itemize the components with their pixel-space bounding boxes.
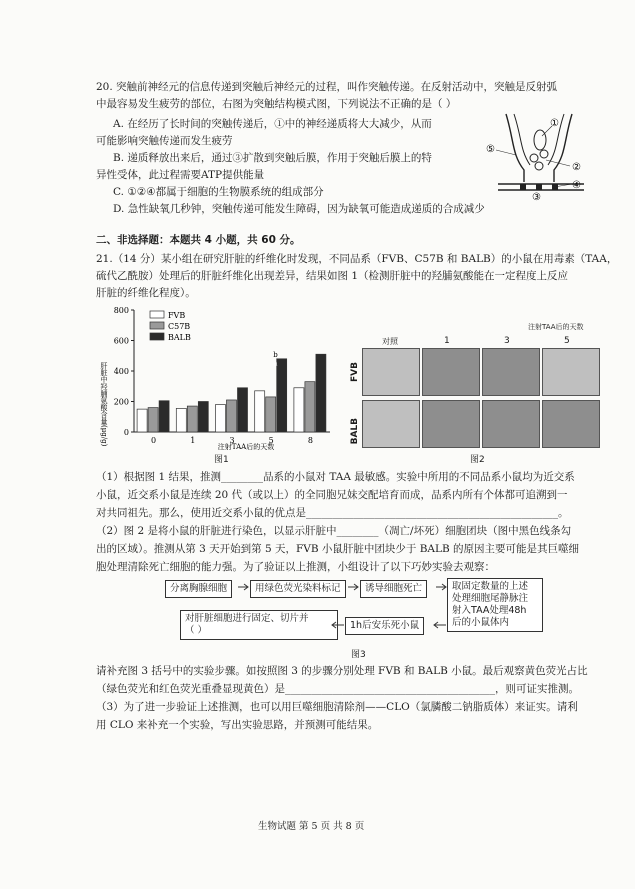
q20-option-b-1: B. 递质释放出来后，通过③扩散到突触后膜，作用于突触后膜上的特 xyxy=(113,152,432,164)
section-heading: 二、非选择题：本题共 4 小题，共 60 分。 xyxy=(96,234,301,246)
fig3-step-4-line-4: 后的小鼠体内 xyxy=(452,617,510,628)
q21-part2-b: 出的区域）。推测从第 3 天开始到第 5 天，FVB 小鼠肝脏中团块少于 BALB 的原因主要可能是其巨噬细 xyxy=(96,543,580,555)
fig1-legend-swatch xyxy=(150,322,164,329)
synapse-diagram xyxy=(484,110,594,202)
q20-option-d: D. 急性缺氧几秒钟，突触传递可能发生障碍，因为缺氧可能造成递质的合成减少 xyxy=(113,203,485,215)
fig3-step-6-blank: （ ） xyxy=(185,625,208,636)
fig2-caption: 图2 xyxy=(470,455,485,465)
q21-part1-c: 对共同祖先。那么，使用近交系小鼠的优点是________________________________________________。 xyxy=(96,507,569,519)
fig3-step-6-text: 对肝脏细胞进行固定、切片并 xyxy=(185,613,309,624)
synapse-label-4: ④ xyxy=(572,180,581,191)
fig1-y-tick-label: 0 xyxy=(123,428,129,437)
synapse-label-1: ① xyxy=(550,118,559,129)
fig2-cell xyxy=(422,400,480,448)
synapse-label-2: ② xyxy=(572,162,581,173)
fig2-cell xyxy=(482,348,540,396)
synapse-label-5: ⑤ xyxy=(486,144,495,155)
fig1-legend-swatch xyxy=(150,333,164,340)
fig1-bar-balb xyxy=(277,359,287,432)
q21-intro-2: 硫代乙酰胺）处理后的肝脏纤维化出现差异，结果如图 1（检测肝脏中的羟脯氨酸能在一定程度上反应 xyxy=(96,270,569,282)
fig2-cell xyxy=(482,400,540,448)
fig2-cell xyxy=(362,348,420,396)
fig1-bar-fvb xyxy=(255,391,265,432)
fig1-bar-fvb xyxy=(176,408,186,432)
fig1-bar-c57b xyxy=(227,400,237,432)
fig1-x-axis-label: 注射TAA后的天数 xyxy=(217,443,275,451)
fig3-step-3: 诱导细胞死亡 xyxy=(360,580,427,598)
synapse-label-3: ③ xyxy=(532,192,541,202)
q21-part3-b: 用 CLO 来补充一个实验，写出实验思路，并预测可能结果。 xyxy=(96,719,379,731)
q21-part2-d: 请补充图 3 括号中的实验步骤。如按照图 3 的步骤分别处理 FVB 和 BALB 小鼠。最后观察黄色荧光占比 xyxy=(96,665,588,677)
fig1-bar-balb xyxy=(198,402,208,433)
fig1-x-tick-label: 3 xyxy=(229,436,235,445)
figure-2-grid xyxy=(352,318,602,458)
fig1-x-tick-label: 8 xyxy=(307,436,313,445)
fig1-annotation: a xyxy=(273,359,278,368)
fig1-legend-label: FVB xyxy=(168,311,186,320)
q21-part2-e: （绿色荧光和红色荧光重叠显现黄色）是________________________________________，则可证实推测。 xyxy=(96,683,579,695)
fig3-step-1: 分离胸腺细胞 xyxy=(165,580,232,598)
fig1-bar-c57b xyxy=(187,406,197,432)
fig2-col-day3: 3 xyxy=(504,336,510,346)
fig2-cell xyxy=(422,348,480,396)
fig1-y-axis-label: 肝脏中羟脯氨酸含量(μg/g) xyxy=(100,362,108,447)
fig2-col-control: 对照 xyxy=(382,337,398,346)
fig1-legend-label: C57B xyxy=(168,322,191,331)
figure-1-bar-chart xyxy=(96,302,342,464)
q21-part3-a: （3）为了进一步验证上述推测，也可以用巨噬细胞清除剂——CLO（氯膦酸二钠脂质体）来证实。请利 xyxy=(96,701,578,713)
q21-part2-a: （2）图 2 是将小鼠的肝脏进行染色，以显示肝脏中________（凋亡/坏死）细胞团块（图中黑色线条勾 xyxy=(96,525,572,537)
fig3-step-4-line-2: 处理细胞尾静脉注 xyxy=(452,593,529,604)
fig1-bar-fvb xyxy=(216,405,226,432)
fig1-x-tick-label: 0 xyxy=(151,436,157,445)
q21-intro-3: 肝脏的纤维化程度）。 xyxy=(96,287,196,299)
q20-option-c: C. ①②④都属于细胞的生物膜系统的组成部分 xyxy=(113,186,324,198)
fig3-caption: 图3 xyxy=(351,650,366,660)
page-footer: 生物试题 第 5 页 共 8 页 xyxy=(258,821,365,832)
fig1-caption: 图1 xyxy=(214,455,229,465)
fig1-bar-fvb xyxy=(137,409,147,432)
fig3-step-2: 用绿色荧光染料标记 xyxy=(250,580,346,598)
fig1-bar-balb xyxy=(316,354,326,432)
q20-stem-1: 20. 突触前神经元的信息传递到突触后神经元的过程，叫作突触传递。在反射活动中，突触是反射弧 xyxy=(96,81,558,93)
fig1-annotation: b xyxy=(273,350,278,359)
q20-stem-2: 中最容易发生疲劳的部位，右图为突触结构模式图，下列说法不正确的是（ ） xyxy=(96,98,457,110)
q21-part1-a: （1）根据图 1 结果，推测________品系的小鼠对 TAA 最敏感。实验中所用的不同品系小鼠均为近交系 xyxy=(96,471,575,483)
fig2-top-note: 注射TAA后的天数 xyxy=(528,323,584,331)
q21-part2-c: 胞处理清除死亡细胞的能力强。为了验证以上推测，小组设计了以下巧妙实验去观察： xyxy=(96,561,495,573)
q21-part1-b: 小鼠，近交系小鼠是连续 20 代（或以上）的全同胞兄妹交配培育而成，品系内所有个体都可追溯到一 xyxy=(96,489,568,501)
q20-option-a-2: 可能影响突触传递而发生疲劳 xyxy=(96,135,233,147)
q20-option-b-2: 异性受体，此过程需要ATP提供能量 xyxy=(96,169,265,181)
q21-intro-1: 21.（14 分）某小组在研究肝脏的纤维化时发现，不同品系（FVB、C57B 和 BALB）的小鼠在用毒素（TAA， xyxy=(96,253,618,265)
fig3-arrows xyxy=(160,575,540,655)
fig1-x-tick-label: 1 xyxy=(190,436,196,445)
fig1-legend-swatch xyxy=(150,311,164,318)
fig1-bar-c57b xyxy=(266,397,276,432)
fig1-bar-c57b xyxy=(148,408,158,432)
fig1-x-tick-label: 5 xyxy=(268,436,274,445)
fig1-bar-c57b xyxy=(305,382,315,432)
fig1-y-tick-label: 400 xyxy=(113,367,129,376)
fig2-col-day5: 5 xyxy=(564,336,570,346)
fig1-y-tick-label: 800 xyxy=(113,306,129,315)
fig2-cell xyxy=(542,400,600,448)
fig3-step-4-line-1: 取固定数量的上述 xyxy=(452,581,529,592)
fig2-row-fvb: FVB xyxy=(350,362,360,382)
fig1-bar-fvb xyxy=(294,388,304,432)
fig1-y-tick-label: 600 xyxy=(113,336,129,346)
fig1-y-tick-label: 200 xyxy=(113,397,129,407)
fig2-col-day1: 1 xyxy=(444,336,450,346)
fig3-step-4-line-3: 射入TAA处理48h xyxy=(452,605,527,616)
fig2-cell xyxy=(542,348,600,396)
fig1-bar-balb xyxy=(159,401,169,432)
fig1-legend-label: BALB xyxy=(168,333,191,342)
q20-option-a-1: A. 在经历了长时间的突触传递后，①中的神经递质将大大减少，从而 xyxy=(113,118,432,130)
fig2-cell xyxy=(362,400,420,448)
fig1-bar-balb xyxy=(238,388,248,432)
fig3-step-5: 1h后安乐死小鼠 xyxy=(345,617,424,635)
fig2-row-balb: BALB xyxy=(350,418,360,445)
